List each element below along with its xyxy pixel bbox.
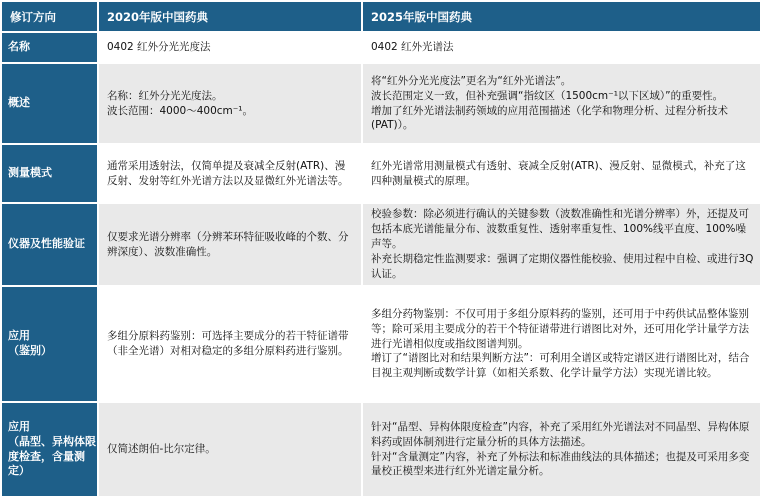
- cell-text: 仅要求光谱分辨率（分辨苯环特征吸收峰的个数、分辨深度）、波数准确性。: [107, 230, 349, 258]
- row-label-application-identification: 应用 （鉴别）: [2, 287, 97, 401]
- cell-2025-name: [363, 33, 760, 62]
- row-label-measurement-mode: 测量模式: [2, 145, 97, 202]
- cell-2020-measurement-mode: [99, 145, 361, 202]
- cell-text: 多组分药物鉴别：不仅可用于多组分原料药的鉴别，还可用于中药供试品整体鉴别等；除可采用主要成分的若干个特征谱带进行谱图比对外，还可用化学计量学方法进行光谱相似度或指纹图谱判别。 增订了“谱图比对和结果判断方法”：可利用全谱区或特定谱区进行谱图比对，结合目视主观判断或数学计算（如相关系数、化学计量学方法）实现光谱比较。: [371, 307, 750, 380]
- cell-2020-name: [99, 33, 361, 62]
- row-label-instrument-verification: 仪器及性能验证: [2, 204, 97, 285]
- cell-2025-measurement-mode: [363, 145, 760, 202]
- cell-text: 仅简述朗伯-比尔定律。: [107, 443, 216, 456]
- row-label-application-quantitative: 应用 （晶型、异构体限度检查，含量测定）: [2, 403, 97, 496]
- cell-text: 红外光谱常用测量模式有透射、衰减全反射(ATR)、漫反射、显微模式，补充了这四种测量模式的原理。: [371, 159, 746, 187]
- cell-2020-application-quantitative: [99, 403, 361, 496]
- row-label-overview: 概述: [2, 64, 97, 143]
- cell-text: 校验参数：除必须进行确认的关键参数（波数准确性和光谱分辨率）外，还提及可包括本底光谱能量分布、波数重复性、透射率重复性、100%线平直度、100%噪声等。 补充长期稳定性监测要求：强调了定期仪器性能校验、使用过程中自检、或进行3Q认证。: [371, 208, 754, 280]
- cell-2025-instrument-verification: [363, 204, 760, 285]
- cell-text: 将“红外分光光度法”更名为“红外光谱法”。 波长范围定义一致，但补充强调“指纹区（1500cm⁻¹以下区域）”的重要性。 增加了红外光谱法制药领域的应用范围描述（化学和物理分析、过程分析技术(PAT)）。: [371, 74, 728, 132]
- cell-text: 多组分原料药鉴别：可选择主要成分的若干特征谱带（非全光谱）对相对稳定的多组分原料药进行鉴别。: [107, 330, 349, 357]
- cell-text: 针对“晶型、异构体限度检查”内容，补充了采用红外光谱法对不同晶型、异构体原料药或固体制剂进行定量分析的具体方法描述。 针对“含量测定”内容，补充了外标法和标准曲线法的具体描述；也提及可采用多变量校正模型来进行红外光谱定量分析。: [371, 420, 750, 478]
- header-2025-edition: 2025年版中国药典: [363, 2, 760, 31]
- cell-2020-application-identification: [99, 287, 361, 401]
- header-revision-direction: 修订方向: [2, 2, 97, 31]
- cell-2025-application-quantitative: [363, 403, 760, 496]
- cell-2025-application-identification: [363, 287, 760, 401]
- row-label-name: 名称: [2, 33, 97, 62]
- cell-2020-overview: [99, 64, 361, 143]
- cell-text: 通常采用透射法，仅简单提及衰减全反射(ATR)、漫反射、发射等红外光谱方法以及显微红外光谱法等。: [107, 159, 349, 187]
- cell-text: 0402 红外光谱法: [371, 41, 454, 54]
- cell-2020-instrument-verification: [99, 204, 361, 285]
- cell-2025-overview: [363, 64, 760, 143]
- comparison-table: [2, 2, 756, 496]
- cell-text: 0402 红外分光光度法: [107, 41, 211, 54]
- header-2020-edition: 2020年版中国药典: [99, 2, 361, 31]
- cell-text: 名称：红外分光光度法。 波长范围：4000～400cm⁻¹。: [107, 89, 254, 117]
